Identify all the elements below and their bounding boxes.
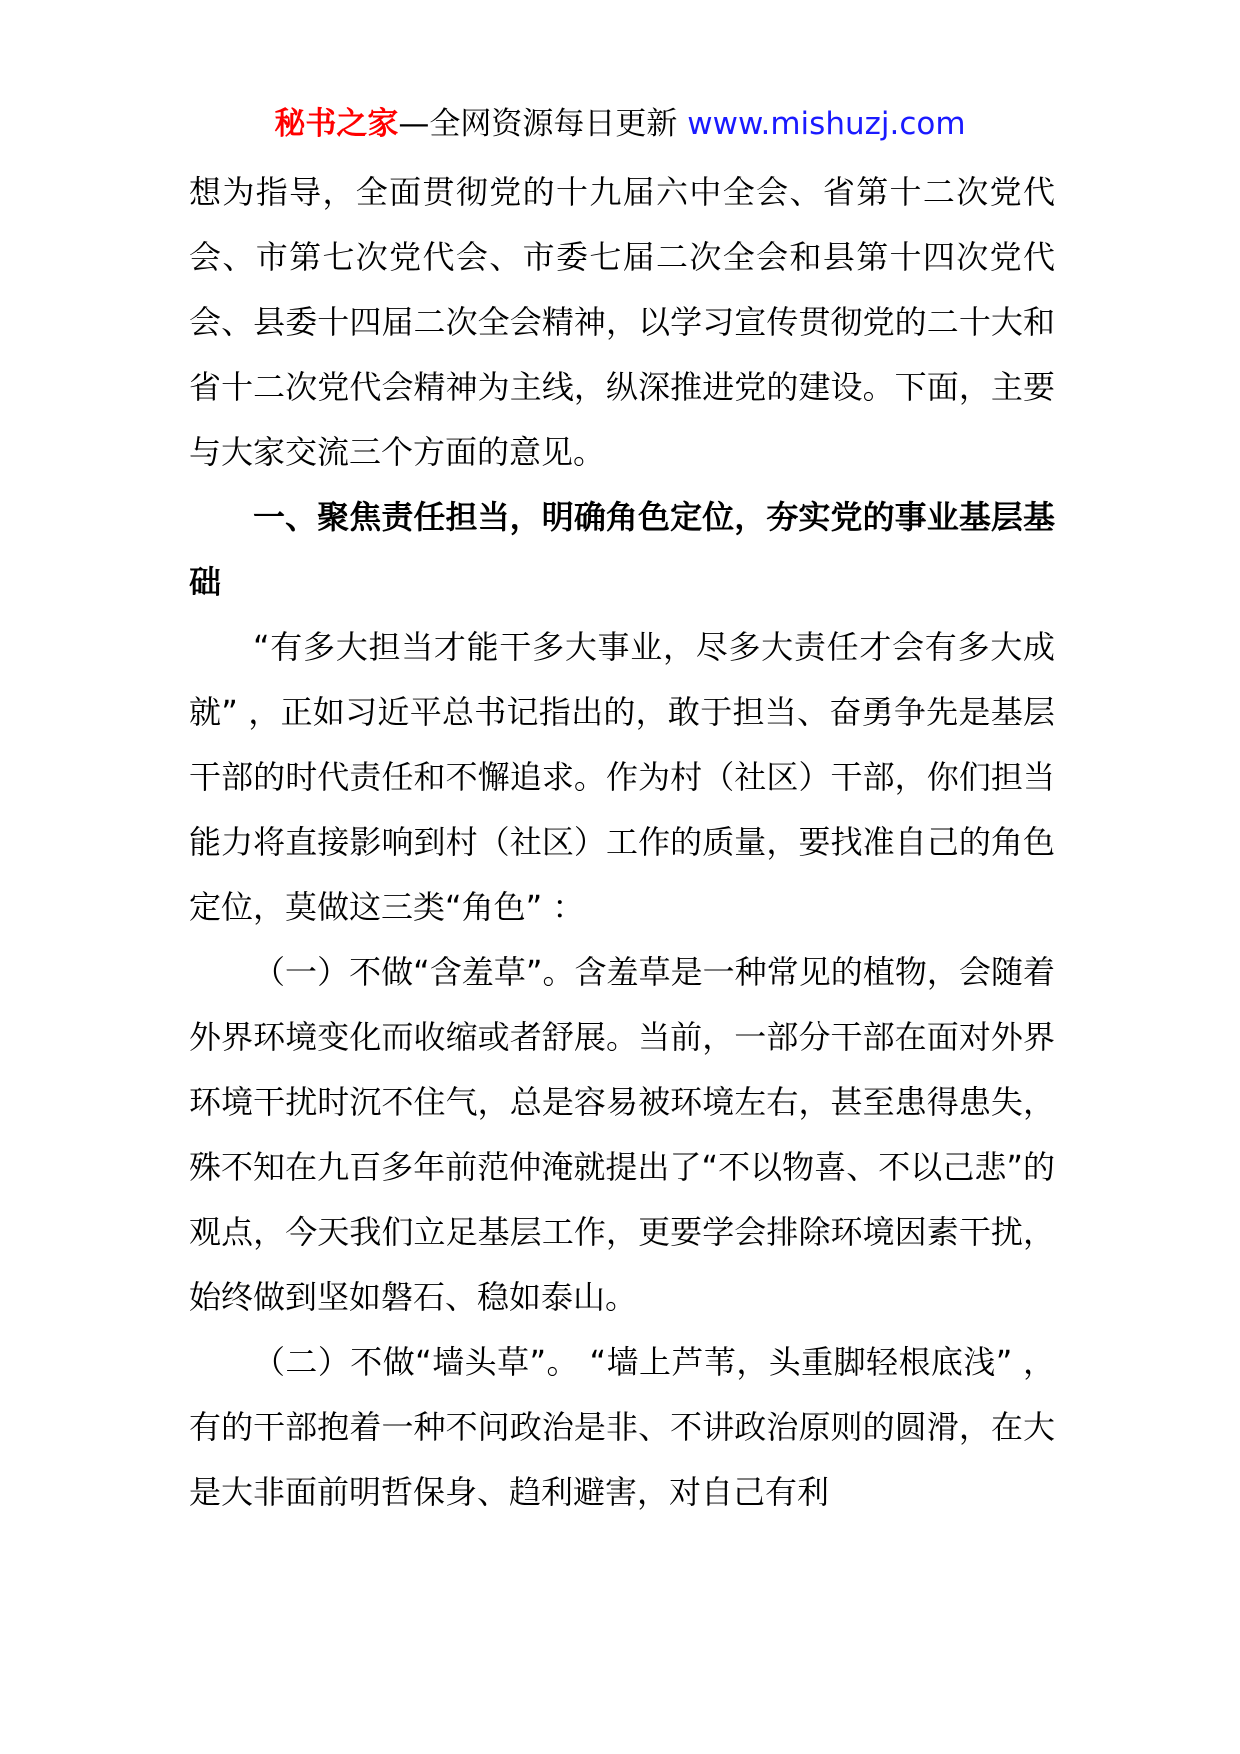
page-header — [0, 100, 1240, 148]
section-heading-1: 一、聚焦责任担当，明确角色定位，夯实党的事业基层基础 — [189, 498, 1055, 601]
paragraph-item-2: （二）不做“墙头草”。 “墙上芦苇，头重脚轻根底浅” ，有的干部抱着一种不问政治是非、不讲政治原则的圆滑，在大是大非面前明哲保身、趋利避害，对自己有利 — [189, 1343, 1055, 1511]
paragraph-quote: “有多大担当才能干多大事业，尽多大责任才会有多大成就” ，正如习近平总书记指出的，敢于担当、奋勇争先是基层干部的时代责任和不懈追求。作为村（社区）干部，你们担当能力将直接影响到村（社区）工作的质量，要找准自己的角色定位，莫做这三类“角色” ： — [189, 628, 1055, 926]
paragraph-item-1: （一）不做“含羞草”。含羞草是一种常见的植物，会随着外界环境变化而收缩或者舒展。当前，一部分干部在面对外界环境干扰时沉不住气，总是容易被环境左右，甚至患得患失，殊不知在九百多年前范仲淹就提出了“不以物喜、不以己悲”的观点，今天我们立足基层工作，更要学会排除环境因素干扰，始终做到坚如磐石、稳如泰山。 — [189, 953, 1055, 1316]
paragraph-continuation: 想为指导，全面贯彻党的十九届六中全会、省第十二次党代会、市第七次党代会、市委七届二次全会和县第十四次党代会、县委十四届二次全会精神，以学习宣传贯彻党的二十大和省十二次党代会精神为主线，纵深推进党的建设。下面，主要与大家交流三个方面的意见。 — [189, 173, 1055, 471]
website-link[interactable]: www.mishuzj.com — [687, 106, 966, 142]
brand-name: 秘书之家 — [274, 106, 399, 142]
document-body — [189, 160, 1055, 1525]
header-tagline: —全网资源每日更新 — [398, 106, 688, 142]
